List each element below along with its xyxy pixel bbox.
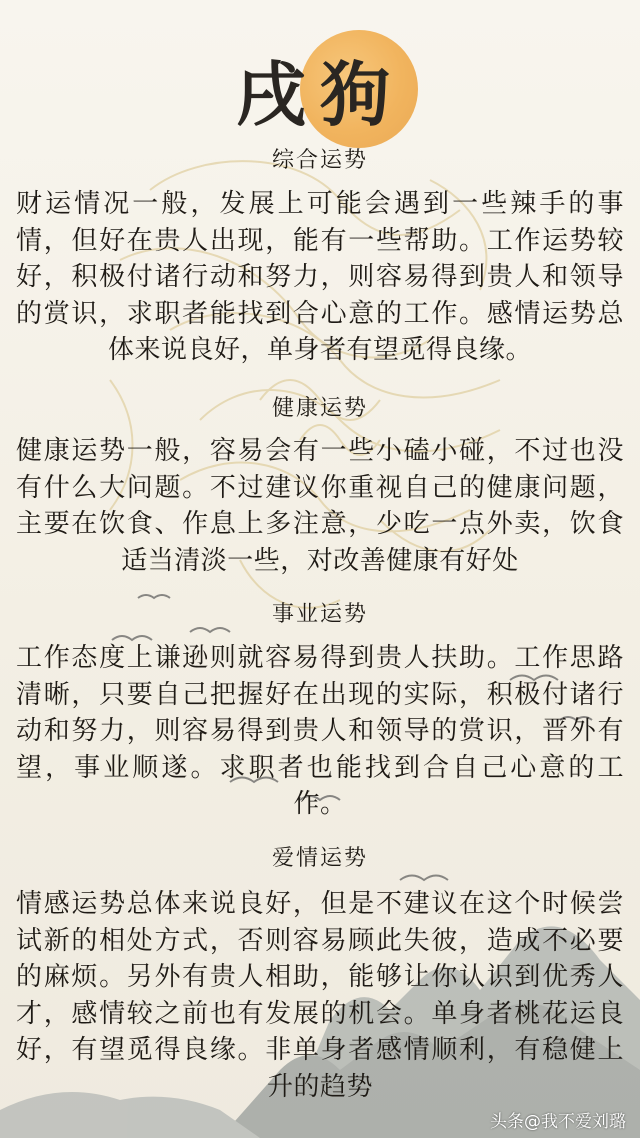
section-text-overall: 财运情况一般，发展上可能会遇到一些辣手的事情，但好在贵人出现，能有一些帮助。工作运势较好，积极付诸行动和努力，则容易得到贵人和领导的赏识，求职者能找到合心意的工作。感情运势总体来说良好，单身者有望觅得良缘。 [16, 189, 624, 365]
section-text-health: 健康运势一般，容易会有一些小磕小碰，不过也没有什么大问题。不过建议你重视自己的健康问题，主要在饮食、作息上多注意，少吃一点外卖，饮食适当清淡一些，对改善健康有好处 [16, 436, 624, 576]
section-text-career: 工作态度上谦逊则就容易得到贵人扶助。工作思路清晰，只要自己把握好在出现的实际，积极付诸行动和努力，则容易得到贵人和领导的赏识，晋外有望，事业顺遂。求职者也能找到合自己心意的工作。 [16, 643, 624, 819]
page-title: 戌狗 [236, 53, 404, 136]
section-text-love: 情感运势总体来说良好，但是不建议在这个时候尝试新的相处方式，否则容易顾此失彼，造成不必要的麻烦。另外有贵人相助，能够让你认识到优秀人才，感情较之前也有发展的机会。单身者桃花运良好，有望觅得良缘。非单身者感情顺利，有稳健上升的趋势 [16, 889, 624, 1102]
watermark: 头条@我不爱刘璐 [490, 1112, 626, 1132]
section-heading-career: 事业运势 [271, 602, 368, 627]
section-heading-health: 健康运势 [271, 396, 368, 421]
section-heading-love: 爱情运势 [271, 846, 368, 871]
section-heading-overall: 综合运势 [271, 148, 368, 173]
